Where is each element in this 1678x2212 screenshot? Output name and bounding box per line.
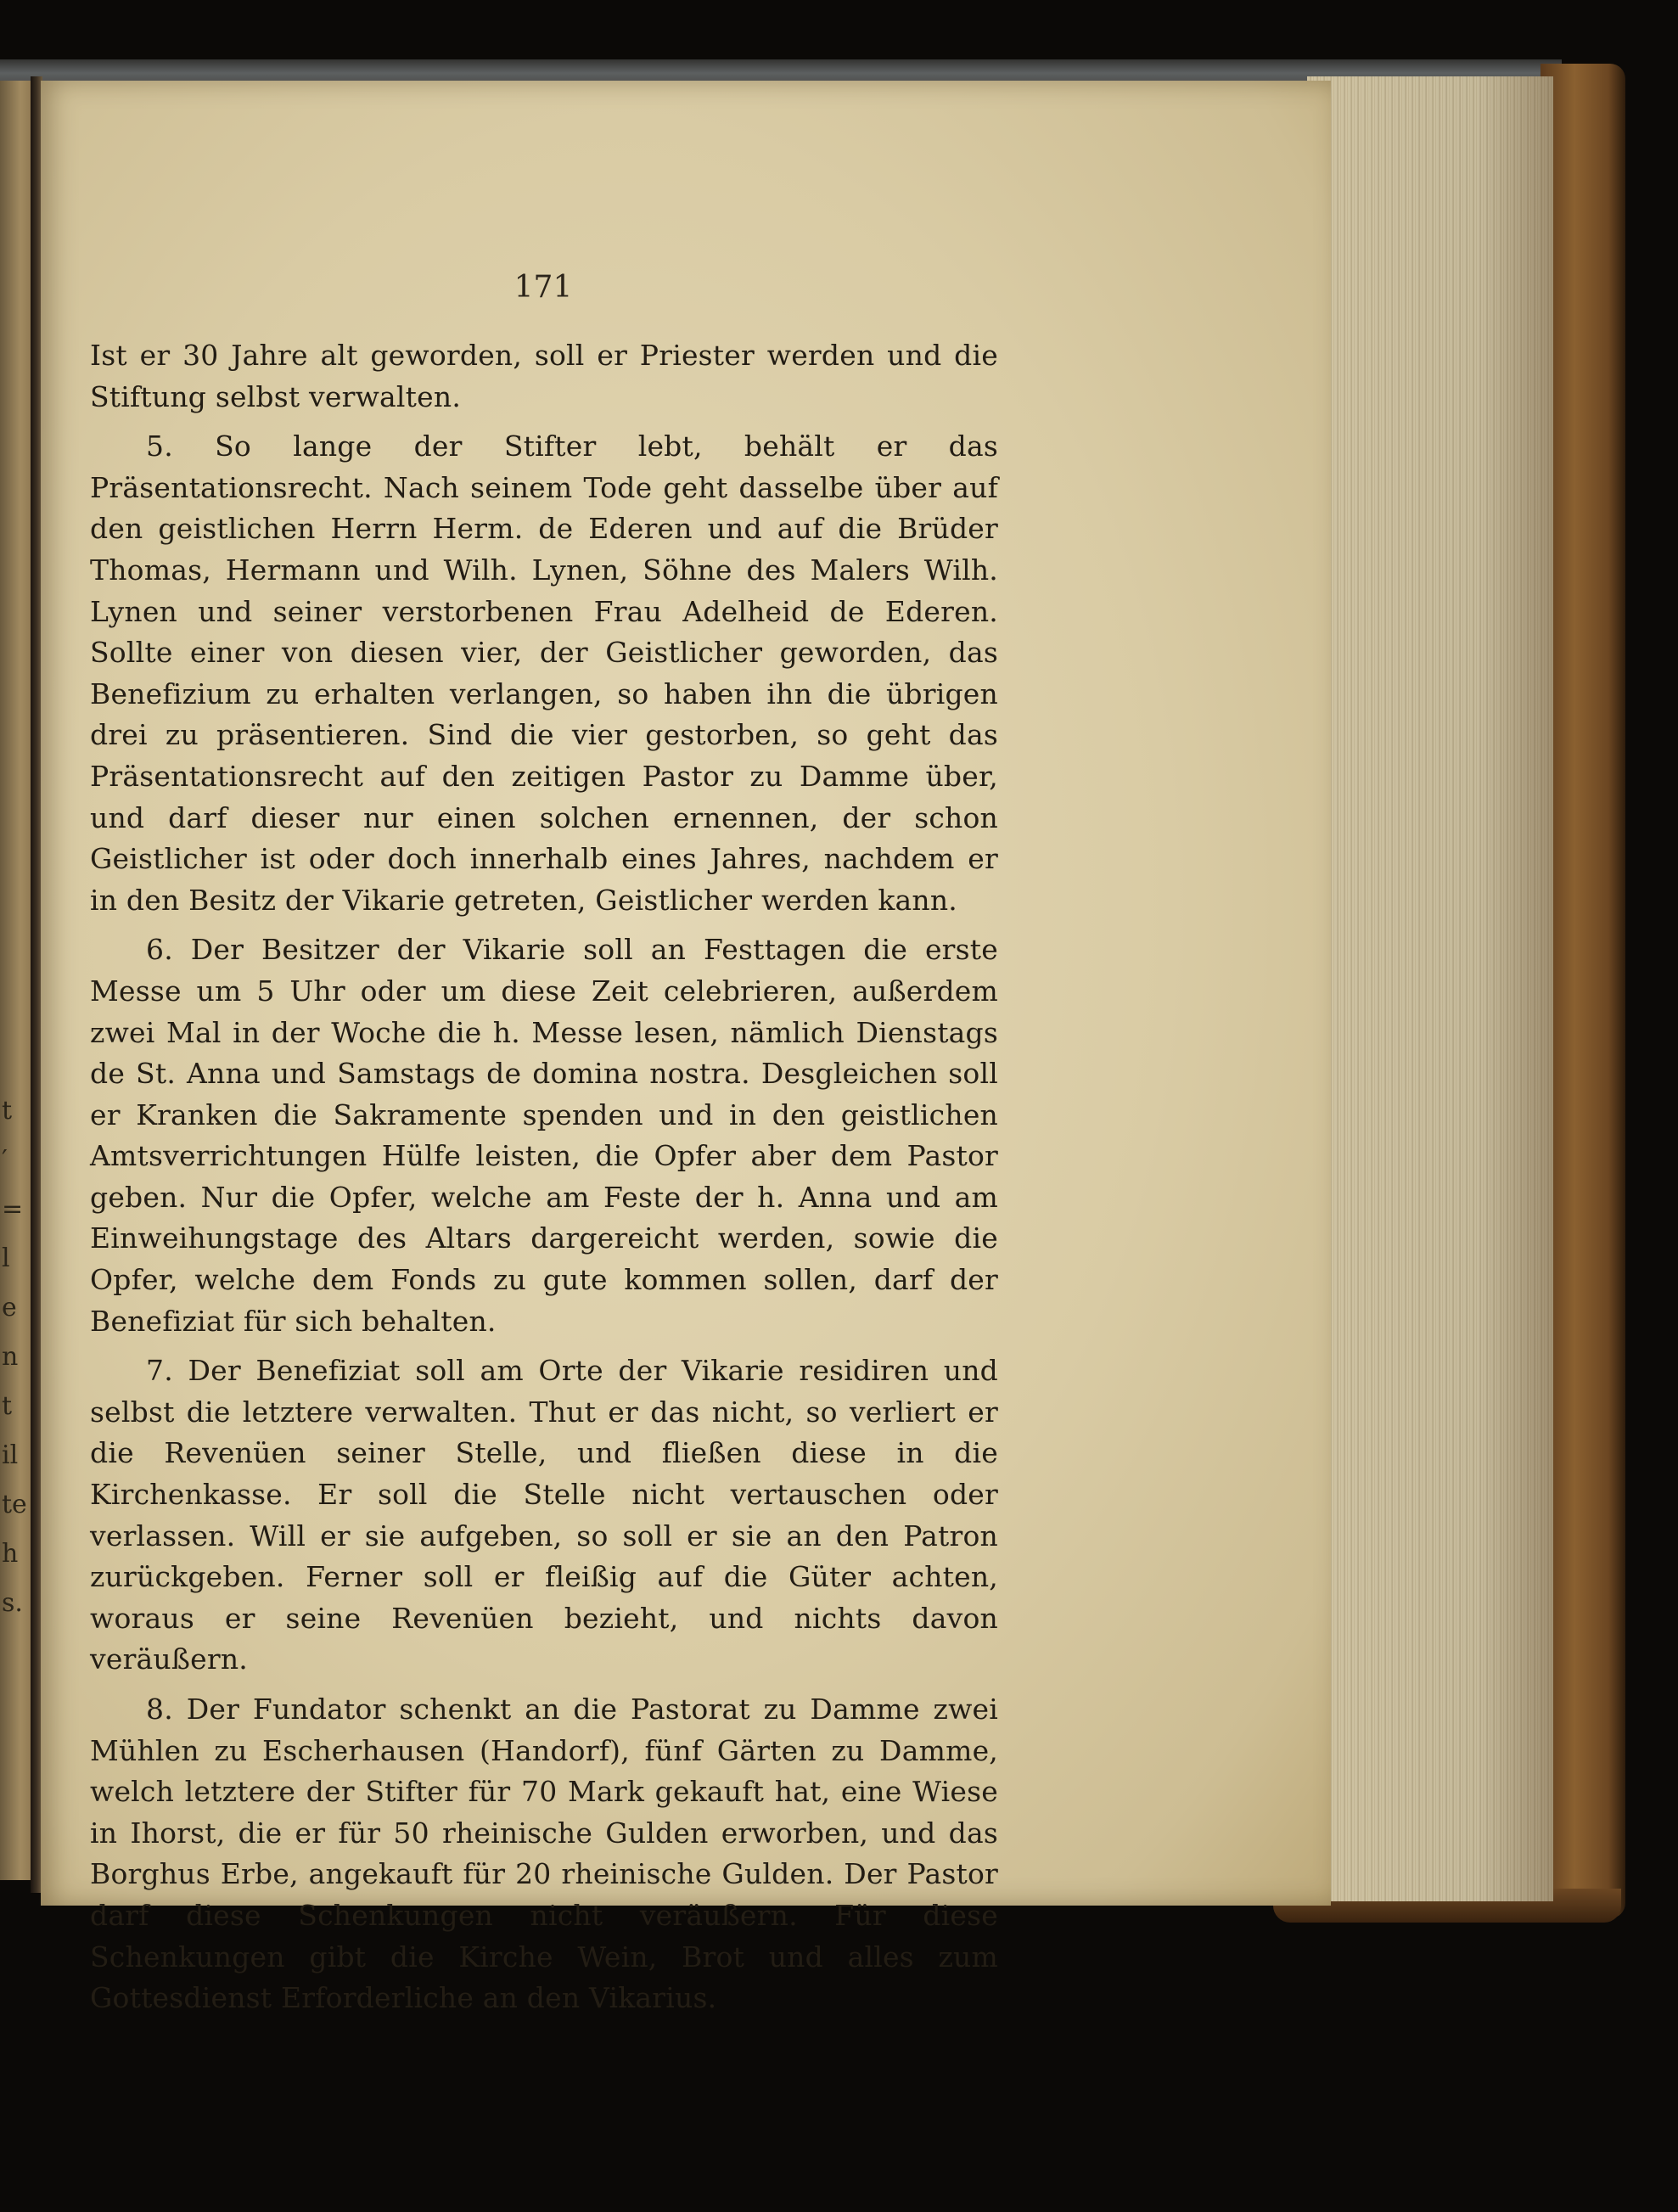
paragraph-8: 8. Der Fundator schenkt an die Pastorat zu Damme zwei Mühlen zu Escherhausen (Handorf), fünf Gärten zu Damme, welch letztere der Stifter für 70 Mark gekauft hat, eine Wiese in Ihorst, die er für 50 rheinische Gulden erworben, und das Borghus Erbe, angekauft für 20 rheinische Gulden. Der Pastor darf diese Schenkungen nicht veräußern. Für diese Schenkungen gibt die Kirche Wein, Brot und alles zum Gottesdienst Erforderliche an den Vikarius. (90, 1693, 998, 2015)
left-fragment: h (2, 1539, 19, 1569)
left-fragment: te (2, 1490, 27, 1519)
page-block-shading (1307, 76, 1553, 1901)
left-fragment: il (2, 1440, 19, 1470)
left-fragment: s. (2, 1588, 23, 1618)
left-fragment: ′ (2, 1145, 8, 1175)
paragraph-5: 5. So lange der Stifter lebt, behält er das Präsentationsrecht. Nach seinem Tode geht dasselbe über auf den geistlichen Herrn Herm. de Ederen und auf die Brüder Thomas, Hermann und Wilh. Lynen, Söhne des Malers Wilh. Lynen und seiner verstorbenen Frau Adelheid de Ederen. Sollte einer von diesen vier, der Geistlicher geworden, das Benefizium zu erhalten verlangen, so haben ihn die übrigen drei zu präsentieren. Sind die vier gestorben, so geht das Präsentationsrecht auf den zeitigen Pastor zu Damme über, und darf dieser nur einen solchen ernennen, der schon Geistlicher ist oder doch innerhalb eines Jahres, nachdem er in den Besitz der Vikarie getreten, Geistlicher werden kann. (90, 429, 998, 917)
paragraph-continuation: Ist er 30 Jahre alt geworden, soll er Priester werden und die Stiftung selbst verwalten. (90, 339, 998, 413)
left-fragment: n (2, 1342, 19, 1372)
left-fragment: l (2, 1244, 10, 1273)
left-fragment: t (2, 1096, 13, 1126)
paragraph-7: 7. Der Benefiziat soll am Orte der Vikarie residiren und selbst die letztere verwalten. Thut er das nicht, so verliert er die Revenüen seiner Stelle, und fließen diese in die Kirchenkasse. Er soll die Stelle nicht vertauschen oder verlassen. Will er sie aufgeben, so soll er sie an den Patron zurückgeben. Ferner soll er fleißig auf die Güter achten, woraus er seine Revenüen bezieht, und nichts davon veräußern. (90, 1354, 998, 1676)
page-body-text (90, 335, 998, 2028)
page-number: 171 (514, 270, 573, 305)
left-fragment: = (2, 1194, 24, 1224)
left-fragment: e (2, 1293, 17, 1322)
back-cover-edge (1541, 64, 1625, 1918)
paragraph-6: 6. Der Besitzer der Vikarie soll an Festtagen die erste Messe um 5 Uhr oder um diese Zeit celebrieren, außerdem zwei Mal in der Woche die h. Messe lesen, nämlich Dienstags de St. Anna und Samstags de domina nostra. Desgleichen soll er Kranken die Sakramente spenden und in den geistlichen Amtsverrichtungen Hülfe leisten, die Opfer aber dem Pastor geben. Nur die Opfer, welche am Feste der h. Anna und am Einweihungstage des Altars dargereicht werden, sowie die Opfer, welche dem Fonds zu gute kommen sollen, darf der Benefiziat für sich behalten. (90, 933, 998, 1338)
left-page-text-fragments (2, 1086, 27, 1628)
left-fragment: t (2, 1391, 13, 1421)
